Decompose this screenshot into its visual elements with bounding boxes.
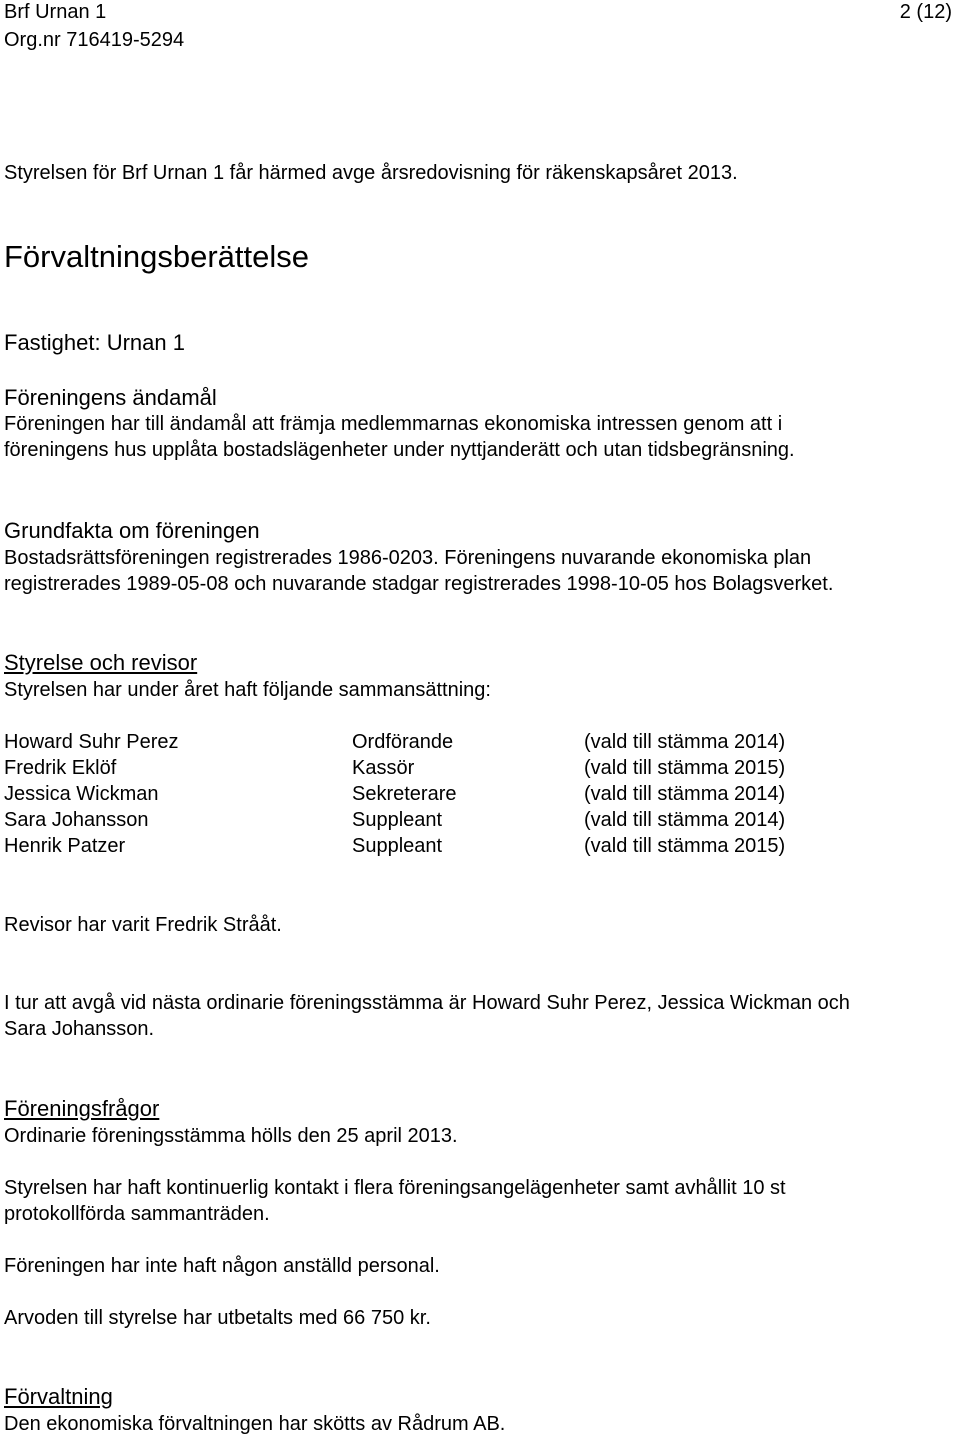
member-name: Sara Johansson — [4, 809, 149, 831]
board-member-row — [4, 729, 904, 755]
board-member-row — [4, 833, 904, 859]
member-term: (vald till stämma 2014) — [584, 731, 786, 753]
member-name: Fredrik Eklöf — [4, 757, 117, 779]
member-name: Henrik Patzer — [4, 835, 126, 857]
facts-heading: Grundfakta om föreningen — [4, 518, 260, 543]
staff-text: Föreningen har inte haft någon anställd personal. — [4, 1255, 440, 1277]
board-member-row — [4, 781, 904, 807]
member-term: (vald till stämma 2014) — [584, 809, 786, 831]
intro-text: Styrelsen för Brf Urnan 1 får härmed avge årsredovisning för räkenskapsåret 2013. — [4, 162, 738, 184]
member-term: (vald till stämma 2015) — [584, 757, 786, 779]
management-text: Den ekonomiska förvaltningen har skötts av Rådrum AB. — [4, 1413, 506, 1435]
facts-line-1: Bostadsrättsföreningen registrerades 1986-0203. Föreningens nuvarande ekonomiska plan — [4, 547, 812, 569]
management-heading: Förvaltning — [4, 1384, 113, 1409]
contact-line-1: Styrelsen har haft kontinuerlig kontakt i flera föreningsangelägenheter samt avhållit 10 st — [4, 1177, 786, 1199]
purpose-line-2: föreningens hus upplåta bostadslägenheter under nyttjanderätt och utan tidsbegränsning. — [4, 439, 795, 461]
contact-line-2: protokollförda sammanträden. — [4, 1203, 270, 1225]
page-number: 2 (12) — [899, 1, 952, 23]
board-intro: Styrelsen har under året haft följande sammansättning: — [4, 679, 491, 701]
auditor-text: Revisor har varit Fredrik Strååt. — [4, 914, 282, 936]
rotation-line-2: Sara Johansson. — [4, 1018, 155, 1040]
member-name: Jessica Wickman — [4, 783, 159, 805]
board-member-row — [4, 807, 904, 833]
rotation-line-1: I tur att avgå vid nästa ordinarie föreningsstämma är Howard Suhr Perez, Jessica Wickman och — [4, 992, 850, 1014]
member-role: Sekreterare — [352, 783, 457, 805]
member-role: Suppleant — [352, 835, 443, 857]
meeting-text: Ordinarie föreningsstämma hölls den 25 april 2013. — [4, 1125, 458, 1147]
member-term: (vald till stämma 2014) — [584, 783, 786, 805]
board-member-row — [4, 755, 904, 781]
member-role: Suppleant — [352, 809, 443, 831]
matters-heading: Föreningsfrågor — [4, 1096, 160, 1121]
fees-text: Arvoden till styrelse har utbetalts med 66 750 kr. — [4, 1307, 431, 1329]
property-label: Fastighet: Urnan 1 — [4, 330, 185, 355]
member-role: Ordförande — [352, 731, 454, 753]
member-role: Kassör — [352, 757, 415, 779]
member-name: Howard Suhr Perez — [4, 731, 179, 753]
document-title: Förvaltningsberättelse — [4, 239, 309, 274]
purpose-heading: Föreningens ändamål — [4, 385, 217, 410]
member-term: (vald till stämma 2015) — [584, 835, 786, 857]
purpose-line-1: Föreningen har till ändamål att främja medlemmarnas ekonomiska intressen genom att i — [4, 413, 783, 435]
company-name: Brf Urnan 1 — [4, 1, 107, 23]
facts-line-2: registrerades 1989-05-08 och nuvarande stadgar registrerades 1998-10-05 hos Bolagsverket. — [4, 573, 834, 595]
board-heading: Styrelse och revisor — [4, 650, 198, 675]
org-number: Org.nr 716419-5294 — [4, 29, 185, 51]
